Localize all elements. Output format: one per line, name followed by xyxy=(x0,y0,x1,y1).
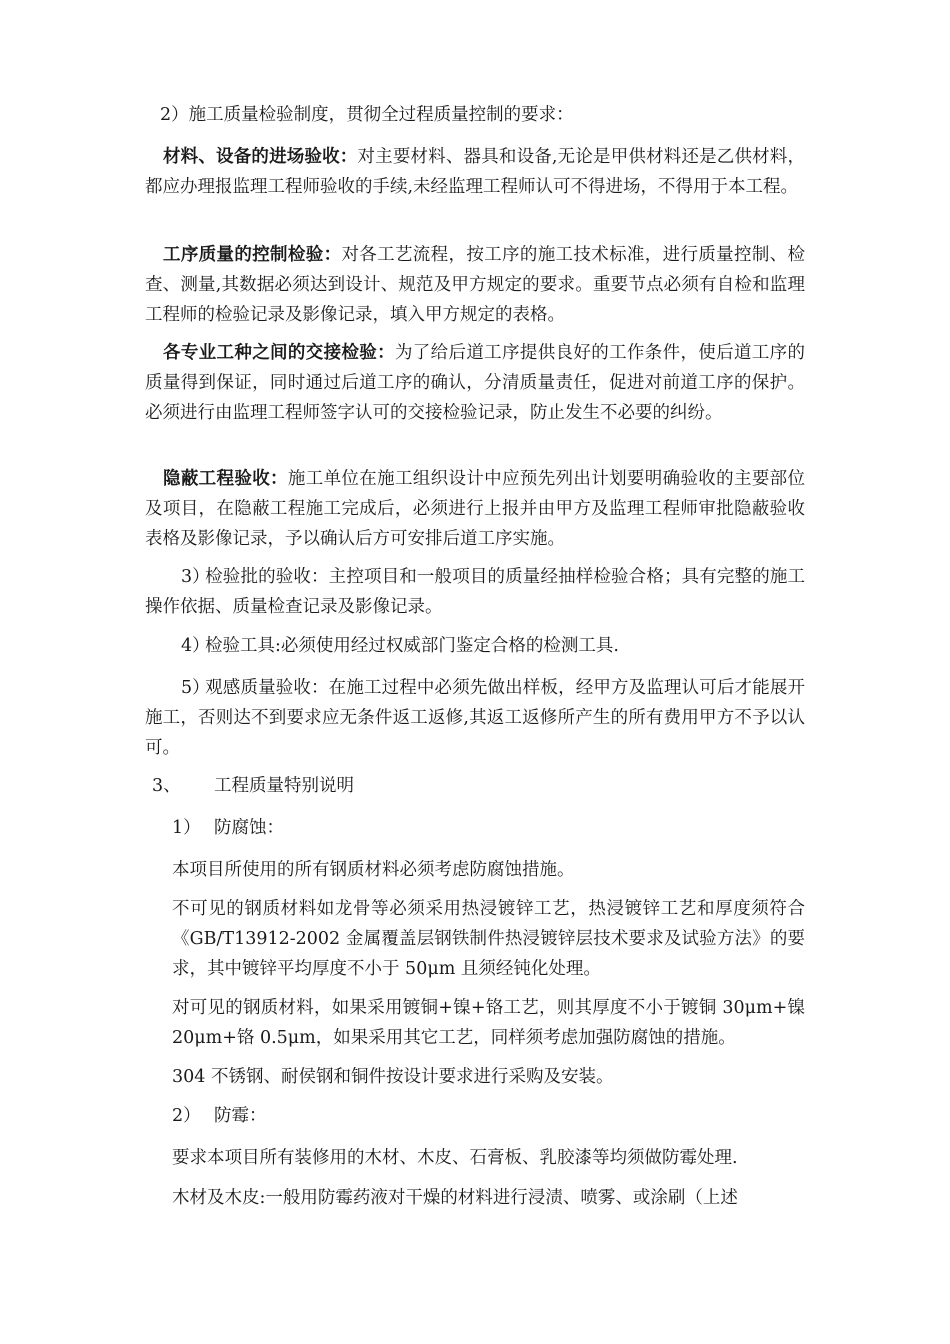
paragraph-text: 检验批的验收：主控项目和一般项目的质量经抽样检验合格；具有完整的施工操作依据、质量检查记录及影像记录。 xyxy=(145,567,805,617)
paragraph-text: 要求本项目所有装修用的木材、木皮、石膏板、乳胶漆等均须做防霉处理. xyxy=(172,1148,738,1168)
paragraph-visible-steel-plating xyxy=(172,993,805,1053)
paragraph-text: 2）施工质量检验制度，贯彻全过程质量控制的要求： xyxy=(160,105,574,125)
item-number: 5） xyxy=(181,678,210,698)
item-number: 1） xyxy=(172,818,201,838)
paragraph-process-control xyxy=(145,240,805,330)
paragraph-heading: 材料、设备的进场验收： xyxy=(163,147,358,167)
section-number: 3、 xyxy=(152,776,181,796)
paragraph-text: 检验工具:必须使用经过权威部门鉴定合格的检测工具. xyxy=(205,636,619,656)
subsection-heading-mildew xyxy=(172,1101,805,1131)
paragraph-wood-treatment xyxy=(172,1183,805,1213)
section-heading-quality-notes xyxy=(152,771,805,801)
paragraph-inspection-system xyxy=(160,100,805,130)
paragraph-text: 对各工艺流程，按工序的施工技术标准，进行质量控制、检查、测量,其数据必须达到设计、规范及甲方规定的要求。重要节点必须有自检和监理工程师的检验记录及影像记录，填入甲方规定的表格。 xyxy=(145,245,806,325)
paragraph-text: 观感质量验收：在施工过程中必须先做出样板，经甲方及监理认可后才能展开施工，否则达不到要求应无条件返工返修,其返工返修所产生的所有费用甲方不予以认可。 xyxy=(145,678,805,758)
item-number: 4） xyxy=(181,636,210,656)
paragraph-heading: 各专业工种之间的交接检验： xyxy=(163,343,395,363)
item-number: 3） xyxy=(181,567,210,587)
subsection-title: 防腐蚀： xyxy=(214,818,284,838)
paragraph-text: 为了给后道工序提供良好的工作条件，使后道工序的质量得到保证，同时通过后道工序的确认，分清质量责任，促进对前道工序的保护。必须进行由监理工程师签字认可的交接检验记录，防止发生不必要的纠纷。 xyxy=(145,343,806,423)
subsection-title: 防霉： xyxy=(214,1106,267,1126)
paragraph-steel-anticorrosion xyxy=(172,855,805,885)
section-title: 工程质量特别说明 xyxy=(214,776,354,796)
paragraph-material-acceptance xyxy=(145,142,805,202)
paragraph-text: 304 不锈钢、耐侯钢和铜件按设计要求进行采购及安装。 xyxy=(172,1067,614,1087)
paragraph-concealed-work xyxy=(145,464,805,554)
paragraph-text: 不可见的钢质材料如龙骨等必须采用热浸镀锌工艺，热浸镀锌工艺和厚度须符合《GB/T13912-2002 金属覆盖层钢铁制件热浸镀锌层技术要求及试验方法》的要求，其中镀锌平均厚度不小于 50μm 且须经钝化处理。 xyxy=(172,899,805,979)
paragraph-heading: 隐蔽工程验收： xyxy=(163,469,288,489)
subsection-heading-anticorrosion xyxy=(172,813,805,843)
paragraph-text: 本项目所使用的所有钢质材料必须考虑防腐蚀措施。 xyxy=(172,860,575,880)
paragraph-handover-inspection xyxy=(145,338,805,428)
paragraph-hot-dip-galvanizing xyxy=(172,894,805,984)
paragraph-text: 施工单位在施工组织设计中应预先列出计划要明确验收的主要部位及项目，在隐蔽工程施工完成后，必须进行上报并由甲方及监理工程师审批隐蔽验收表格及影像记录，予以确认后方可安排后道工序实施。 xyxy=(145,469,806,549)
item-number: 2） xyxy=(172,1106,201,1126)
paragraph-mildew-requirement xyxy=(172,1143,805,1173)
paragraph-text: 对可见的钢质材料，如果采用镀铜+镍+铬工艺，则其厚度不小于镀铜 30μm+镍 20μm+铬 0.5μm，如果采用其它工艺，同样须考虑加强防腐蚀的措施。 xyxy=(172,998,805,1048)
paragraph-heading: 工序质量的控制检验： xyxy=(163,245,342,265)
paragraph-inspection-tools xyxy=(145,631,805,661)
paragraph-text: 对主要材料、器具和设备,无论是甲供材料还是乙供材料，都应办理报监理工程师验收的手续,未经监理工程师认可不得进场，不得用于本工程。 xyxy=(145,147,806,197)
paragraph-batch-acceptance xyxy=(145,562,805,622)
paragraph-visual-quality xyxy=(145,673,805,763)
paragraph-stainless-steel xyxy=(172,1062,805,1092)
paragraph-text: 木材及木皮:一般用防霉药液对干燥的材料进行浸渍、喷雾、或涂刷（上述 xyxy=(172,1188,738,1208)
